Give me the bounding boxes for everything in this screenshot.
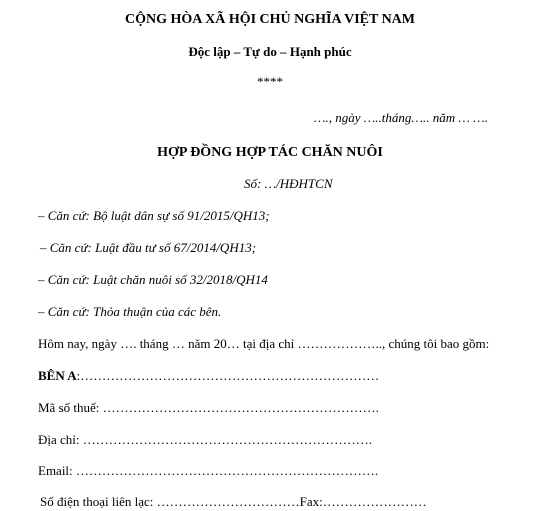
legal-basis-investment-law: – Căn cứ: Luật đầu tư số 67/2014/QH13;	[40, 240, 257, 255]
address-line: Địa chỉ: ………………………………………………………….	[38, 432, 373, 447]
tax-code-line: Mã số thuế: ……………………………………………………….	[38, 400, 379, 415]
document-title: HỢP ĐỒNG HỢP TÁC CHĂN NUÔI	[157, 145, 383, 160]
email-line: Email: …………………………………………………………….	[38, 463, 379, 478]
party-a-label: BÊN A	[38, 368, 77, 383]
party-a-fill: :……………………………………………………………	[76, 368, 380, 383]
motto: Độc lập – Tự do – Hạnh phúc	[188, 44, 352, 59]
separator-stars: ****	[257, 74, 283, 89]
phone-fax-line: Số điện thoại liên lạc: ……………………………Fax:……………………	[40, 494, 427, 509]
legal-basis-agreement: – Căn cứ: Thỏa thuận của các bên.	[38, 304, 222, 319]
legal-basis-civil-code: – Căn cứ: Bộ luật dân sự số 91/2015/QH13;	[38, 208, 270, 223]
party-a-line	[38, 368, 379, 384]
intro-paragraph: Hôm nay, ngày …. tháng … năm 20… tại địa chỉ ……………….., chúng tôi bao gồm:	[38, 336, 490, 351]
legal-basis-livestock-law: – Căn cứ: Luật chăn nuôi số 32/2018/QH14	[38, 272, 268, 287]
date-line: …., ngày …..tháng….. năm … ….	[313, 110, 488, 125]
document-number: Số: …/HĐHTCN	[244, 176, 333, 191]
nation-heading: CỘNG HÒA XÃ HỘI CHỦ NGHĨA VIỆT NAM	[124, 12, 415, 27]
